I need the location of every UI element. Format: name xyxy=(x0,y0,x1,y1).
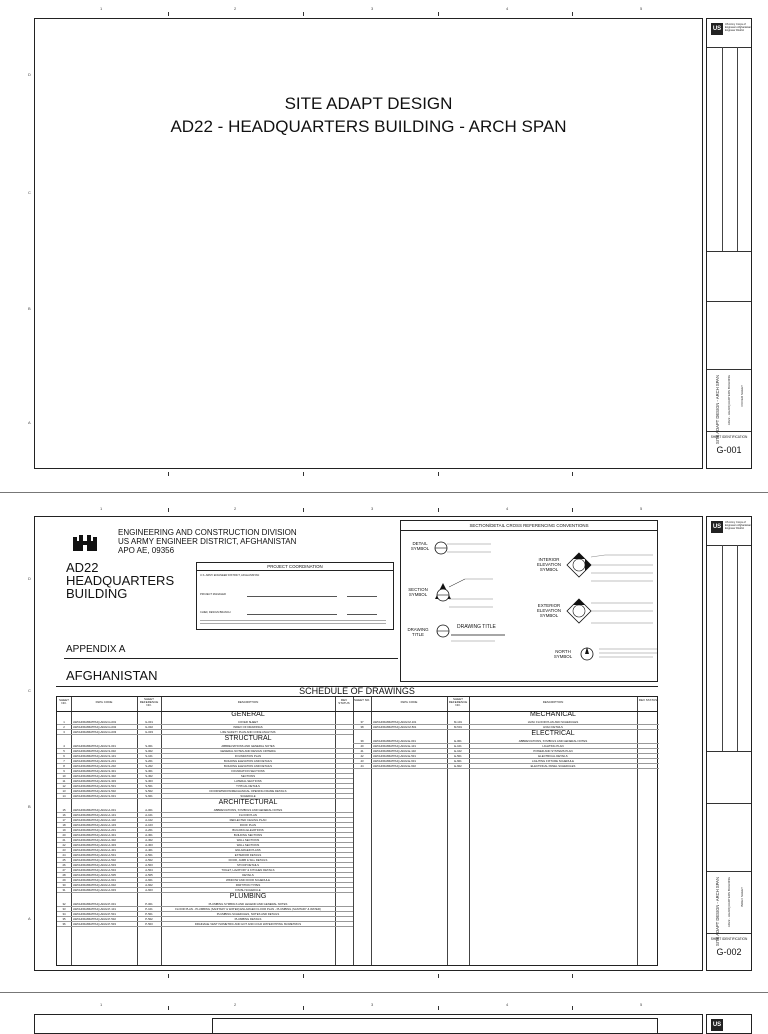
drawing-code: AWCHFRA86ATPHQ-AD22-A-303 xyxy=(73,843,116,847)
drawing-code: AWCHFRA86ATPHQ-AD22-S-303 xyxy=(73,779,116,783)
schedule-title: SCHEDULE OF DRAWINGS xyxy=(299,686,415,696)
sheet-identification-label: SHEET IDENTIFICATION xyxy=(710,937,748,941)
sheet-number: 6 xyxy=(63,754,65,758)
sheet-description: FINISH SCHEDULE xyxy=(235,888,261,892)
sheet-reference: A-602 xyxy=(145,883,153,887)
grid-col-label: 2 xyxy=(234,506,237,511)
grid-col-label: 1 xyxy=(100,506,103,511)
sheet-description: STOOP DETAILS xyxy=(237,863,259,867)
sheet-reference: A-103 xyxy=(145,823,153,827)
sheet-description: REFLECTED CEILING PLAN xyxy=(229,818,267,822)
sheet-number: 35 xyxy=(62,917,66,921)
grid-col-label: 5 xyxy=(640,1002,643,1007)
sheet-number: 23 xyxy=(62,848,66,852)
sheet-side-title: SITE ADAPT DESIGN - ARCH SPAN xyxy=(715,375,720,444)
project-title-line: BUILDING xyxy=(66,586,128,601)
project-coordination-box xyxy=(196,562,394,630)
sheet-reference: E-102 xyxy=(454,749,462,753)
sheet-description: PLUMBING DETAILS xyxy=(234,917,262,921)
sheet-number: 36 xyxy=(62,922,66,926)
sheet-description: BUILDING SECTIONS xyxy=(233,833,263,837)
grid-col-label: 2 xyxy=(234,1002,237,1007)
org-line-3: APO AE, 09356 xyxy=(118,546,175,555)
sheet-reference: P-502 xyxy=(145,917,153,921)
drawing-code: AWCHFRA86ATPHQ-AD22-S-001 xyxy=(73,744,116,748)
sheet-description: BUILDING ELEVATION AND DETAILS xyxy=(223,759,273,763)
grid-row-label: C xyxy=(28,688,31,693)
sheet-reference: S-001 xyxy=(145,744,153,748)
sheet-description: TOILET, LAVATORY & KITCHEN DETAILS xyxy=(221,868,275,872)
sheet-description: DOOR/WINDOW/MECHANICAL OPENING FRAME DETAILS xyxy=(209,789,287,793)
drawing-code: AWCHFRA86ATPHQ-AD22-E-101 xyxy=(373,744,416,748)
sheet-description: ABBREVIATIONS AND GENERAL NOTES xyxy=(221,744,275,748)
sheet-description: ELECTRICAL DETAILS xyxy=(538,754,568,758)
drawing-code: AWCHFRA86ATPHQ-AD22-A-302 xyxy=(73,838,116,842)
drawing-code: AWCHFRA86ATPHQ-AD22-E-102 xyxy=(373,749,416,753)
sheet-reference: G-003 xyxy=(145,730,153,734)
sheet-title-line2: AD22 - HEADQUARTERS BUILDING - ARCH SPAN xyxy=(170,117,567,136)
sheet-number: 4 xyxy=(63,744,65,748)
sheet-reference: S-202 xyxy=(145,764,153,768)
schedule-frame-partial xyxy=(212,1018,658,1034)
title-block xyxy=(706,516,752,971)
sheet-reference: E-601 xyxy=(454,759,462,763)
usace-logo: US xyxy=(711,1019,723,1031)
drawing-code: AWCHFRA86ATPHQ-AD22-A-401 xyxy=(73,848,116,852)
sheet-side-name: INDEX SHEET xyxy=(740,887,744,908)
col-header-sheet-no: SHEET NO. xyxy=(353,698,371,702)
sheet-number: 7 xyxy=(63,759,65,763)
col-header-sheet-no: SHEET NO. xyxy=(58,698,69,706)
sheet-number: 9 xyxy=(63,769,65,773)
schedule-section-heading: ELECTRICAL xyxy=(531,730,575,737)
drawing-code: AWCHFRA86ATPHQ-AD22-A-601 xyxy=(73,878,116,882)
sheet-reference: A-501 xyxy=(145,853,153,857)
grid-col-label: 5 xyxy=(640,6,643,11)
drawing-code: AWCHFRA86ATPHQ-AD22-S-302 xyxy=(73,774,116,778)
drawing-code: AWCHFRA86ATPHQ-AD22-A-102 xyxy=(73,818,116,822)
sheet-reference: A-102 xyxy=(145,818,153,822)
sheet-description: FOUNDATION PLAN xyxy=(234,754,262,758)
col-header-dwg-code: DWG CODE xyxy=(95,700,113,704)
sheet-description: BUILDING ELEVATIONS xyxy=(232,828,264,832)
sheet-description: HVAC FLOOR PLAN AND SCHEDULES xyxy=(527,720,579,724)
sheet-number: 33 xyxy=(62,907,66,911)
detail-symbol-icon xyxy=(433,539,493,557)
sheet-reference: P-501 xyxy=(145,912,153,916)
drawing-code: AWCHFRA86ATPHQ-AD22-G-002 xyxy=(73,725,117,729)
sheet-description: DOOR, JAMB & SILL DETAILS xyxy=(228,858,268,862)
usace-logo: US xyxy=(711,521,723,533)
col-header-rev: REV STATUS xyxy=(338,698,350,706)
sheet-number: 20 xyxy=(62,833,66,837)
sheet-number: 10 xyxy=(62,774,66,778)
sheet-cover xyxy=(0,0,768,490)
coord-chief-label: CHIEF, DESIGN BRANCH xyxy=(200,611,231,614)
sheet-number: 31 xyxy=(62,888,66,892)
sheet-description: DETAILS xyxy=(242,873,254,877)
sheet-description: FLOOR PLAN xyxy=(239,813,257,817)
grid-row-label: A xyxy=(28,420,31,425)
sheet-description: FLOOR PLAN - PLUMBING (SANITARY & WATER) ENLARGED FLOOR PLAN - PLUMBING (SANITARY & WATER) xyxy=(175,907,321,911)
schedule-row xyxy=(353,764,659,769)
sheet-side-title: SITE ADAPT DESIGN - ARCH SPAN xyxy=(715,877,720,946)
sheet-number: 12 xyxy=(62,784,66,788)
sheet-description: LATERAL SECTIONS xyxy=(234,779,262,783)
drawing-title-label: DRAWING TITLE xyxy=(407,627,429,637)
sheet-reference: A-001 xyxy=(145,808,153,812)
sheet-reference: E-602 xyxy=(454,764,462,768)
sheet-description: ELECTRICAL PANEL SCHEDULES xyxy=(530,764,576,768)
sheet-identification-label: SHEET IDENTIFICATION xyxy=(710,435,748,439)
sheet-description: LIGHTING PLAN xyxy=(542,744,564,748)
sheet-number: 44 xyxy=(360,764,364,768)
sheet-description: LIGHTING FIXTURE SCHEDULE xyxy=(532,759,574,763)
col-header-rev: REV STATUS xyxy=(638,698,658,702)
sheet-reference: A-201 xyxy=(145,828,153,832)
sheet-reference: A-504 xyxy=(145,868,153,872)
drawing-code: AWCHFRA86ATPHQ-AD22-A-001 xyxy=(73,808,116,812)
drawing-code: AWCHFRA86ATPHQ-AD22-A-505 xyxy=(73,873,116,877)
sheet-description: INDEX OF DRAWINGS xyxy=(233,725,263,729)
sheet-reference: A-303 xyxy=(145,843,153,847)
sheet-reference: A-505 xyxy=(145,873,153,877)
grid-col-label: 3 xyxy=(371,6,374,11)
sheet-number: 34 xyxy=(62,912,66,916)
sheet-reference: E-501 xyxy=(454,754,462,758)
sheet-number: 19 xyxy=(62,828,66,832)
sheet-reference: S-301 xyxy=(145,769,153,773)
schedule-section-heading: PLUMBING xyxy=(229,893,267,900)
grid-row-label: D xyxy=(28,72,31,77)
drawing-code: AWCHFRA86ATPHQ-AD22-M-501 xyxy=(373,725,417,729)
sheet-reference: P-001 xyxy=(145,902,153,906)
drawing-code: AWCHFRA86ATPHQ-AD22-S-101 xyxy=(73,754,116,758)
drawing-code: AWCHFRA86ATPHQ-AD22-P-001 xyxy=(73,902,116,906)
office-name: US Army Corps of Engineers Afghanistan Engineer District xyxy=(725,23,751,32)
drawing-code: AWCHFRA86ATPHQ-AD22-A-502 xyxy=(73,858,116,862)
sheet-description: ENLARGED PLANS xyxy=(235,848,261,852)
drawing-code: AWCHFRA86ATPHQ-AD22-S-202 xyxy=(73,764,116,768)
sheet-reference: P-101 xyxy=(145,907,153,911)
sheet-reference: S-502 xyxy=(145,789,153,793)
sheet-reference: S-002 xyxy=(145,749,153,753)
col-header-description: DESCRIPTION xyxy=(542,700,564,704)
sheet-reference: A-302 xyxy=(145,838,153,842)
detail-symbol-label: DETAIL SYMBOL xyxy=(410,541,430,551)
sheet-reference: S-601 xyxy=(145,794,153,798)
sheet-number: 8 xyxy=(63,764,65,768)
sheet-reference: G-002 xyxy=(145,725,153,729)
sheet-number: 22 xyxy=(62,843,66,847)
project-coordination-title: PROJECT COORDINATION xyxy=(267,564,323,569)
sheet-number: 26 xyxy=(62,863,66,867)
sheet-description: BUILDING ELEVATION AND DETAILS xyxy=(223,764,273,768)
sheet-reference: S-302 xyxy=(145,774,153,778)
drawing-code: AWCHFRA86ATPHQ-AD22-A-301 xyxy=(73,833,116,837)
col-header-ref-no: SHEET REFERENCE NO. xyxy=(139,697,159,708)
sheet-reference: A-603 xyxy=(145,888,153,892)
grid-row-label: C xyxy=(28,190,31,195)
sheet-number: 25 xyxy=(62,858,66,862)
sheet-description: POWER AND SYSTEMS PLAN xyxy=(533,749,573,753)
sheet-next-partial xyxy=(0,996,768,1028)
country-label: AFGHANISTAN xyxy=(66,668,158,683)
sheet-identification-number: G-002 xyxy=(716,947,742,957)
sheet-number: 24 xyxy=(62,853,66,857)
sheet-description: SECTIONS xyxy=(240,774,256,778)
sheet-reference: G-001 xyxy=(145,720,153,724)
sheet-reference: A-101 xyxy=(145,813,153,817)
schedule-row xyxy=(57,922,353,927)
schedule-section-heading: ARCHITECTURAL xyxy=(218,799,278,806)
sheet-number: 41 xyxy=(360,749,364,753)
drawing-code: AWCHFRA86ATPHQ-AD22-E-001 xyxy=(373,739,416,743)
sheet-number: 13 xyxy=(62,789,66,793)
sheet-number: 15 xyxy=(62,808,66,812)
org-line-2: US ARMY ENGINEER DISTRICT, AFGHANISTAN xyxy=(118,537,297,546)
sheet-description: FOUNDATION SECTIONS xyxy=(231,769,265,773)
schedule-section-heading: MECHANICAL xyxy=(530,711,576,718)
drawing-code: AWCHFRA86ATPHQ-AD22-A-501 xyxy=(73,853,116,857)
sheet-reference: A-401 xyxy=(145,848,153,852)
drawing-code: AWCHFRA86ATPHQ-AD22-A-201 xyxy=(73,828,116,832)
sheet-number: 27 xyxy=(62,868,66,872)
coord-pm-label: PROJECT MANAGER xyxy=(200,593,226,596)
sheet-number: 5 xyxy=(63,749,65,753)
project-title-line: HEADQUARTERS xyxy=(66,573,175,588)
col-header-ref-no: SHEET REFERENCE NO. xyxy=(448,697,468,708)
sheet-reference: S-501 xyxy=(145,784,153,788)
sheet-side-subtitle: AD22 - HEADQUARTERS BUILDING xyxy=(727,375,731,426)
sheet-description: TYPICAL DETAILS xyxy=(236,784,260,788)
sheet-index xyxy=(0,496,768,988)
sheet-reference: S-101 xyxy=(145,754,153,758)
grid-col-label: 4 xyxy=(506,6,509,11)
sheet-description: PLUMBING SYMBOLS AND LEGEND AND GENERAL NOTES xyxy=(208,902,288,906)
drawing-code: AWCHFRA86ATPHQ-AD22-G-003 xyxy=(73,730,117,734)
org-line-1: ENGINEERING AND CONSTRUCTION DIVISION xyxy=(118,528,297,537)
drawing-code: AWCHFRA86ATPHQ-AD22-E-601 xyxy=(373,759,416,763)
grid-row-label: B xyxy=(28,306,31,311)
section-symbol-label: SECTION SYMBOL xyxy=(408,587,428,597)
sheet-number: 18 xyxy=(62,823,66,827)
sheet-number: 39 xyxy=(360,739,364,743)
sheet-description: WALL SECTIONS xyxy=(236,838,260,842)
drawing-code: AWCHFRA86ATPHQ-AD22-E-602 xyxy=(373,764,416,768)
sheet-number: 37 xyxy=(360,720,364,724)
section-symbol-icon xyxy=(435,577,495,613)
sheet-number: 28 xyxy=(62,873,66,877)
drawing-frame xyxy=(34,18,703,469)
drawing-code: AWCHFRA86ATPHQ-AD22-A-103 xyxy=(73,823,116,827)
title-block xyxy=(706,18,752,469)
office-name: US Army Corps of Engineers Afghanistan Engineer District xyxy=(725,521,751,530)
drawing-code: AWCHFRA86ATPHQ-AD22-P-502 xyxy=(73,917,116,921)
sheet-description: DRAINAGE VENT ISOMETRIC AND HOT AND COLD WATER PIPING ISOMETRICS xyxy=(194,922,302,926)
drawing-code: AWCHFRA86ATPHQ-AD22-P-501 xyxy=(73,912,116,916)
sheet-identification-number: G-001 xyxy=(716,445,742,455)
castle-logo-icon xyxy=(72,534,98,552)
interior-elevation-label: INTERIOR ELEVATION SYMBOL xyxy=(537,557,561,572)
schedule-of-drawings xyxy=(56,696,658,966)
drawing-title-sample: DRAWING TITLE xyxy=(457,624,496,630)
drawing-code: AWCHFRA86ATPHQ-AD22-P-101 xyxy=(73,907,116,911)
sheet-reference: M-101 xyxy=(454,720,462,724)
col-header-dwg-code: DWG CODE xyxy=(400,700,418,704)
sheet-number: 30 xyxy=(62,883,66,887)
sheet-reference: A-301 xyxy=(145,833,153,837)
appendix-label: APPENDIX A xyxy=(66,644,126,655)
sheet-number: 16 xyxy=(62,813,66,817)
north-arrow-icon xyxy=(579,645,659,663)
grid-col-label: 4 xyxy=(506,1002,509,1007)
drawing-code: AWCHFRA86ATPHQ-AD22-S-502 xyxy=(73,789,116,793)
cross-referencing-conventions xyxy=(400,520,658,682)
sheet-description: PLUMBING SCHEDULES, NOTES AND DETAILS xyxy=(216,912,280,916)
sheet-description: EXTERIOR DETAILS xyxy=(234,853,262,857)
sheet-number: 38 xyxy=(360,725,364,729)
sheet-description: ROOF PLAN xyxy=(239,823,257,827)
drawing-code: AWCHFRA86ATPHQ-AD22-S-501 xyxy=(73,784,116,788)
grid-col-label: 2 xyxy=(234,6,237,11)
drawing-code: AWCHFRA86ATPHQ-AD22-M-101 xyxy=(373,720,417,724)
sheet-description: GENERAL NOTES AND DESIGN CRITERIA xyxy=(220,749,276,753)
sheet-description: LIFE SAFETY PLAN AND CODE ANALYSIS xyxy=(220,730,276,734)
drawing-code: AWCHFRA86ATPHQ-AD22-A-101 xyxy=(73,813,116,817)
sheet-number: 1 xyxy=(63,720,65,724)
sheet-reference: A-502 xyxy=(145,858,153,862)
schedule-section-heading: STRUCTURAL xyxy=(224,735,272,742)
sheet-side-subtitle: AD22 - HEADQUARTERS BUILDING xyxy=(727,877,731,928)
sheet-number: 14 xyxy=(62,794,66,798)
grid-col-label: 3 xyxy=(371,506,374,511)
sheet-description: ABBREVIATIONS, SYMBOLS AND GENERAL NOTES xyxy=(213,808,283,812)
sheet-number: 21 xyxy=(62,838,66,842)
north-symbol-label: NORTH SYMBOL xyxy=(553,649,573,659)
sheet-description: HVAC DETAILS xyxy=(543,725,563,729)
grid-col-label: 1 xyxy=(100,6,103,11)
grid-row-label: B xyxy=(28,804,31,809)
sheet-number: 2 xyxy=(63,725,65,729)
sheet-reference: A-601 xyxy=(145,878,153,882)
exterior-elevation-label: EXTERIOR ELEVATION SYMBOL xyxy=(537,603,561,618)
drawing-code: AWCHFRA86ATPHQ-AD22-A-602 xyxy=(73,883,116,887)
sheet-description: WALL SECTIONS xyxy=(236,843,260,847)
coord-district: U.S. ARMY ENGINEER DISTRICT, AFGHANISTAN xyxy=(200,574,260,577)
sheet-side-name: COVER SHEET xyxy=(740,385,744,407)
sheet-reference: A-503 xyxy=(145,863,153,867)
sheet-description: WINDOW AND DOOR SCHEDULE xyxy=(226,878,270,882)
sheet-reference: P-503 xyxy=(145,922,153,926)
usace-logo: US xyxy=(711,23,723,35)
sheet-reference: E-101 xyxy=(454,744,462,748)
sheet-number: 29 xyxy=(62,878,66,882)
interior-elevation-icon xyxy=(565,551,655,587)
drawing-code: AWCHFRA86ATPHQ-AD22-E-501 xyxy=(373,754,416,758)
sheet-reference: S-303 xyxy=(145,779,153,783)
sheet-number: 43 xyxy=(360,759,364,763)
sheet-number: 32 xyxy=(62,902,66,906)
drawing-code: AWCHFRA86ATPHQ-AD22-S-002 xyxy=(73,749,116,753)
sheet-title-line1: SITE ADAPT DESIGN xyxy=(284,94,453,113)
sheet-number: 11 xyxy=(62,779,66,783)
sheet-description: ABBREVIATIONS, SYMBOLS AND GENERAL NOTES xyxy=(518,739,588,743)
sheet-description: SCHEDULE xyxy=(240,794,256,798)
sheet-number: 40 xyxy=(360,744,364,748)
drawing-code: AWCHFRA86ATPHQ-AD22-A-504 xyxy=(73,868,116,872)
col-header-description: DESCRIPTION xyxy=(237,700,259,704)
conventions-title: SECTION/DETAIL CROSS REFERENCING CONVENTIONS xyxy=(469,523,589,528)
drawing-code: AWCHFRA86ATPHQ-AD22-S-201 xyxy=(73,759,116,763)
grid-row-label: A xyxy=(28,916,31,921)
sheet-description: PARTITION TYPES xyxy=(235,883,261,887)
sheet-number: 17 xyxy=(62,818,66,822)
sheet-reference: S-201 xyxy=(145,759,153,763)
drawing-code: AWCHFRA86ATPHQ-AD22-S-601 xyxy=(73,794,116,798)
grid-col-label: 5 xyxy=(640,506,643,511)
drawing-code: AWCHFRA86ATPHQ-AD22-P-503 xyxy=(73,922,116,926)
schedule-section-heading: GENERAL xyxy=(231,711,265,718)
sheet-reference: E-001 xyxy=(454,739,462,743)
sheet-number: 3 xyxy=(63,730,65,734)
drawing-code: AWCHFRA86ATPHQ-AD22-S-301 xyxy=(73,769,116,773)
drawing-code: AWCHFRA86ATPHQ-AD22-A-603 xyxy=(73,888,116,892)
exterior-elevation-icon xyxy=(565,595,655,631)
grid-row-label: D xyxy=(28,576,31,581)
grid-col-label: 3 xyxy=(371,1002,374,1007)
title-block xyxy=(706,1014,752,1034)
project-title-line: AD22 xyxy=(66,560,99,575)
drawing-code: AWCHFRA86ATPHQ-AD22-G-001 xyxy=(73,720,117,724)
drawing-code: AWCHFRA86ATPHQ-AD22-A-503 xyxy=(73,863,116,867)
sheet-number: 42 xyxy=(360,754,364,758)
grid-col-label: 1 xyxy=(100,1002,103,1007)
sheet-reference: M-501 xyxy=(454,725,462,729)
grid-col-label: 4 xyxy=(506,506,509,511)
sheet-description: COVER SHEET xyxy=(237,720,259,724)
